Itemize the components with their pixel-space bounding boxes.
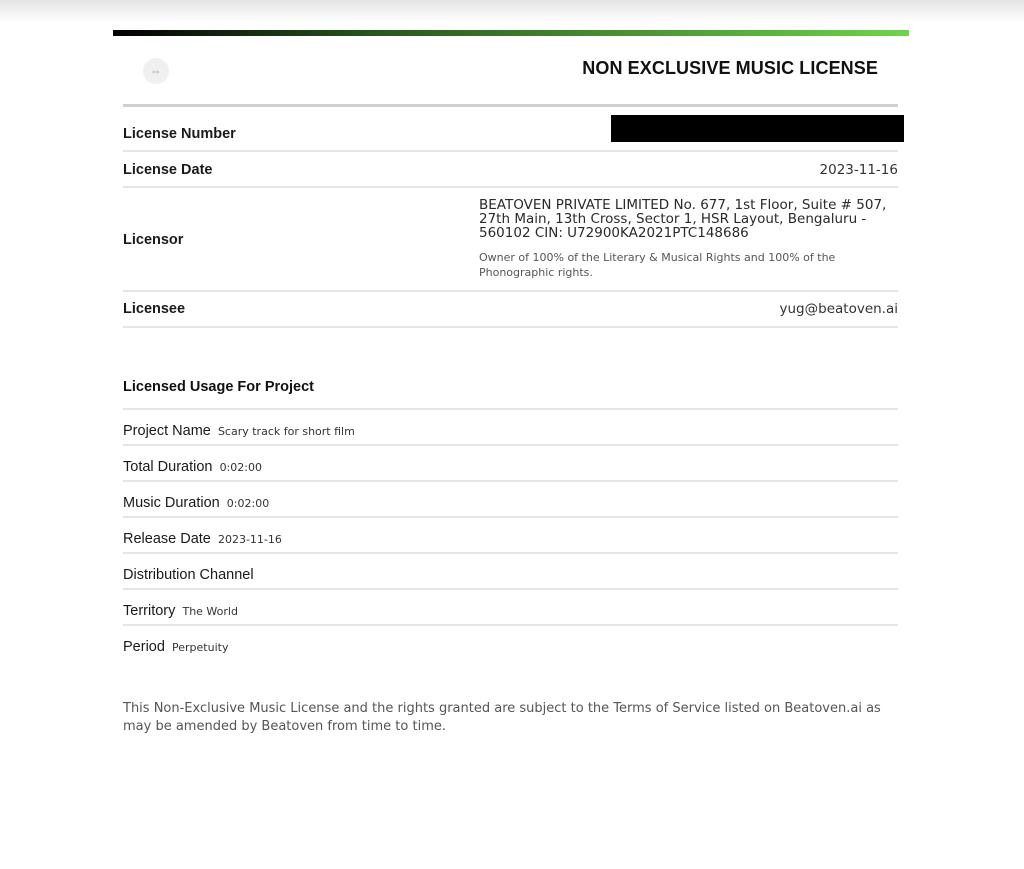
usage-value: 2023-11-16 bbox=[217, 533, 282, 546]
licensor-rights-note: Owner of 100% of the Literary & Musical Rights and 100% of the Phonographic rights. bbox=[479, 251, 836, 279]
logo-glyph: ●● bbox=[152, 68, 160, 74]
licensee-row bbox=[123, 292, 898, 328]
license-number-label: License Number bbox=[123, 126, 236, 142]
licensor-details bbox=[479, 198, 889, 280]
usage-row-territory bbox=[123, 590, 898, 626]
usage-value: Scary track for short film bbox=[217, 425, 355, 438]
usage-value: Perpetuity bbox=[172, 641, 229, 654]
usage-value: 0:02:00 bbox=[226, 497, 270, 510]
usage-label: Music Duration bbox=[123, 495, 220, 511]
usage-label: Territory bbox=[123, 603, 176, 619]
license-number-row bbox=[123, 107, 898, 152]
usage-label: Period bbox=[123, 639, 165, 655]
license-number-redacted bbox=[611, 115, 904, 142]
usage-row-period bbox=[123, 626, 898, 662]
usage-row-release-date bbox=[123, 518, 898, 554]
licensee-label: Licensee bbox=[123, 301, 186, 317]
licensee-email: yug@beatoven.ai bbox=[779, 301, 898, 317]
usage-row-project-name bbox=[123, 410, 898, 446]
licensor-label: Licensor bbox=[123, 232, 184, 248]
usage-value: 0:02:00 bbox=[219, 461, 262, 474]
license-date-value: 2023-11-16 bbox=[819, 162, 898, 178]
license-date-label: License Date bbox=[123, 162, 213, 178]
usage-label: Distribution Channel bbox=[123, 567, 254, 583]
usage-row-total-duration bbox=[123, 446, 898, 482]
usage-row-distribution-channel bbox=[123, 554, 898, 590]
header-accent-bar bbox=[113, 30, 909, 36]
usage-row-music-duration bbox=[123, 482, 898, 518]
license-date-row bbox=[123, 152, 898, 188]
beatoven-logo-icon bbox=[143, 58, 169, 84]
licensor-row bbox=[123, 188, 898, 292]
usage-value: The World bbox=[182, 605, 238, 618]
terms-note: This Non-Exclusive Music License and the rights granted are subject to the Terms of Service listed on Beatoven.ai as may be amended by Beatoven from time to time. bbox=[123, 701, 881, 734]
usage-label: Release Date bbox=[123, 531, 211, 547]
usage-section-title: Licensed Usage For Project bbox=[123, 379, 314, 395]
page-top-shade bbox=[0, 0, 1024, 22]
usage-label: Project Name bbox=[123, 423, 211, 439]
licensor-address: BEATOVEN PRIVATE LIMITED No. 677, 1st Floor, Suite # 507, 27th Main, 13th Cross, Sector 1, HSR Layout, Bengaluru - 560102 CIN: U72900KA2021PTC148686 bbox=[479, 197, 887, 241]
usage-label: Total Duration bbox=[123, 459, 213, 475]
document-title: NON EXCLUSIVE MUSIC LICENSE bbox=[582, 58, 878, 78]
